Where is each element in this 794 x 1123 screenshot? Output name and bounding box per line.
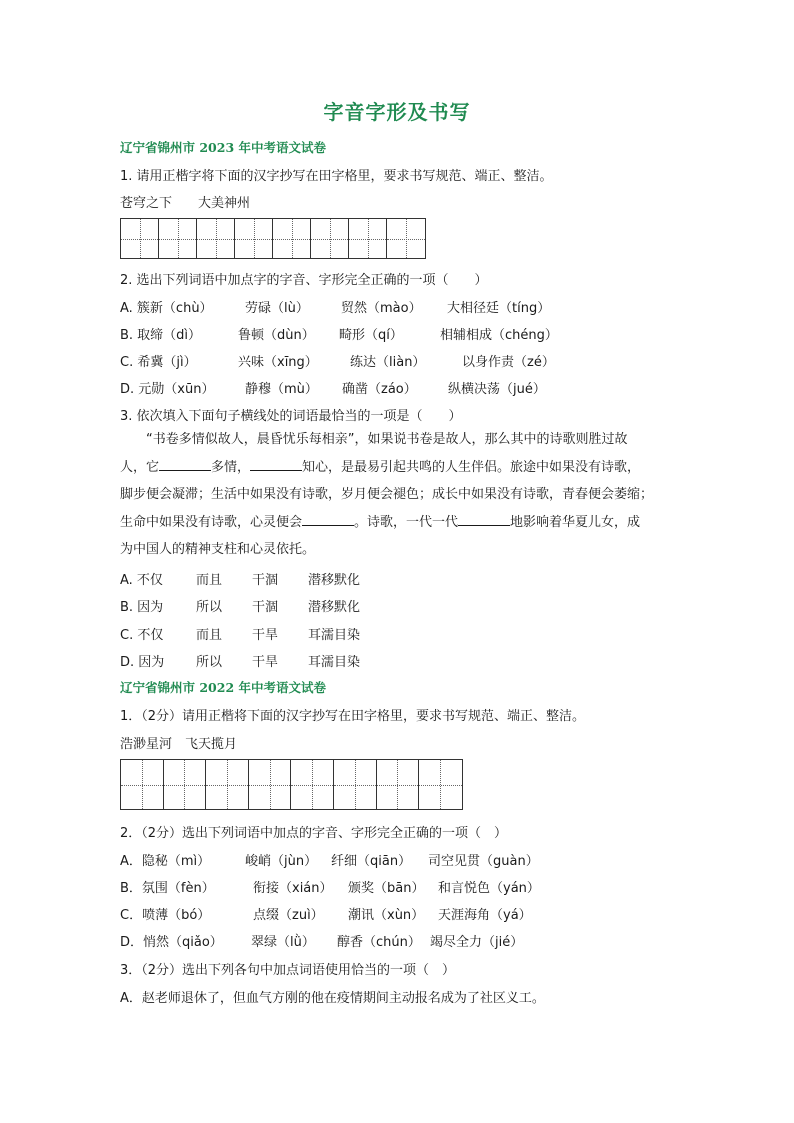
q3-passage — [120, 426, 680, 564]
page-title: 字音字形及书写 — [323, 100, 471, 124]
grid-cell[interactable] — [164, 760, 207, 809]
grid-cell[interactable] — [206, 760, 249, 809]
q1-instruction: 1. 请用正楷字将下面的汉字抄写在田字格里，要求书写规范、端正、整洁。 — [120, 169, 553, 184]
s2-q3-instruction: 3．（2分）选出下列各句中加点词语使用恰当的一项（ ） — [120, 963, 456, 978]
blank-3[interactable] — [302, 513, 354, 526]
q3-option-a: A. 不仅 而且 干涸 潜移默化 — [120, 573, 361, 588]
q2-option-c: C. 希冀（jì） 兴味（xīng） 练达（liàn） 以身作责（zé） — [120, 355, 555, 370]
blank-1[interactable] — [159, 458, 211, 471]
grid-cell[interactable] — [387, 219, 425, 258]
q3-option-d: D. 因为 所以 干旱 耳濡目染 — [120, 655, 361, 670]
q2-option-b: B. 取缔（dì） 鲁顿（dùn） 畸形（qí） 相辅相成（chéng） — [120, 328, 558, 343]
q3-option-c: C. 不仅 而且 干旱 耳濡目染 — [120, 628, 361, 643]
grid-cell[interactable] — [197, 219, 235, 258]
q3-option-b: B. 因为 所以 干涸 潜移默化 — [120, 600, 361, 615]
grid-cell[interactable] — [334, 760, 377, 809]
passage-line: “书卷多情似故人，晨昏忧乐每相亲”，如果说书卷是故人，那么其中的诗歌则胜过故 — [146, 432, 628, 447]
blank-2[interactable] — [250, 458, 302, 471]
s2-q2-option-b: B．氛围（fèn） 衔接（xián） 颁奖（bān） 和言悦色（yán） — [120, 881, 540, 896]
passage-line: 脚步便会凝滞；生活中如果没有诗歌，岁月便会褪色；成长中如果没有诗歌，青春便会萎缩； — [120, 487, 654, 502]
passage-line: 为中国人的精神支柱和心灵依托。 — [120, 542, 316, 557]
s2-q2-option-d: D．悄然（qiǎo） 翠绿（lǜ） 醇香（chún） 竭尽全力（jié） — [120, 935, 524, 950]
grid-cell[interactable] — [235, 219, 273, 258]
s2-q2-option-c: C．喷薄（bó） 点缀（zuì） 潮讯（xùn） 天涯海角（yá） — [120, 908, 532, 923]
grid-cell[interactable] — [291, 760, 334, 809]
tianzige-grid-2[interactable] — [120, 759, 463, 810]
s2-q2-option-a: A．隐秘（mì） 峻峭（jùn） 纤细（qiān） 司空见贯（guàn） — [120, 854, 539, 869]
q1-copy-text: 苍穹之下 大美神州 — [120, 196, 251, 211]
passage-line: 生命中如果没有诗歌，心灵便会 。诗歌，一代一代 地影响着华夏儿女，成 — [120, 514, 641, 530]
q2-instruction: 2. 选出下列词语中加点字的字音、字形完全正确的一项（ ） — [120, 273, 488, 288]
tianzige-grid-1[interactable] — [120, 218, 426, 259]
section-source-2023: 辽宁省锦州市 2023 年中考语文试卷 — [120, 140, 326, 155]
s2-q1-copy-text: 浩渺星河 飞天揽月 — [120, 737, 238, 752]
grid-cell[interactable] — [121, 219, 159, 258]
s2-q2-instruction: 2．（2分）选出下列词语中加点的字音、字形完全正确的一项（ ） — [120, 826, 508, 841]
grid-cell[interactable] — [273, 219, 311, 258]
s2-q1-instruction: 1．（2分）请用正楷将下面的汉字抄写在田字格里，要求书写规范、端正、整洁。 — [120, 709, 586, 724]
grid-cell[interactable] — [121, 760, 164, 809]
grid-cell[interactable] — [311, 219, 349, 258]
grid-cell[interactable] — [377, 760, 420, 809]
s2-q3-option-a: A．赵老师退休了，但血气方刚的他在疫情期间主动报名成为了社区义工。 — [120, 991, 545, 1006]
q2-option-d: D. 元勋（xūn） 静穆（mù） 确凿（záo） 纵横决荡（jué） — [120, 382, 546, 397]
blank-4[interactable] — [458, 513, 510, 526]
grid-cell[interactable] — [419, 760, 462, 809]
section-source-2022: 辽宁省锦州市 2022 年中考语文试卷 — [120, 680, 326, 695]
grid-cell[interactable] — [349, 219, 387, 258]
q3-instruction: 3. 依次填入下面句子横线处的词语最恰当的一项是（ ） — [120, 409, 462, 424]
grid-cell[interactable] — [159, 219, 197, 258]
passage-line: 人，它 多情， 知心，是最易引起共鸣的人生伴侣。旅途中如果没有诗歌， — [120, 459, 641, 475]
grid-cell[interactable] — [249, 760, 292, 809]
q2-option-a: A. 簇新（chù） 劳碌（lù） 贸然（mào） 大相径廷（tíng） — [120, 301, 551, 316]
